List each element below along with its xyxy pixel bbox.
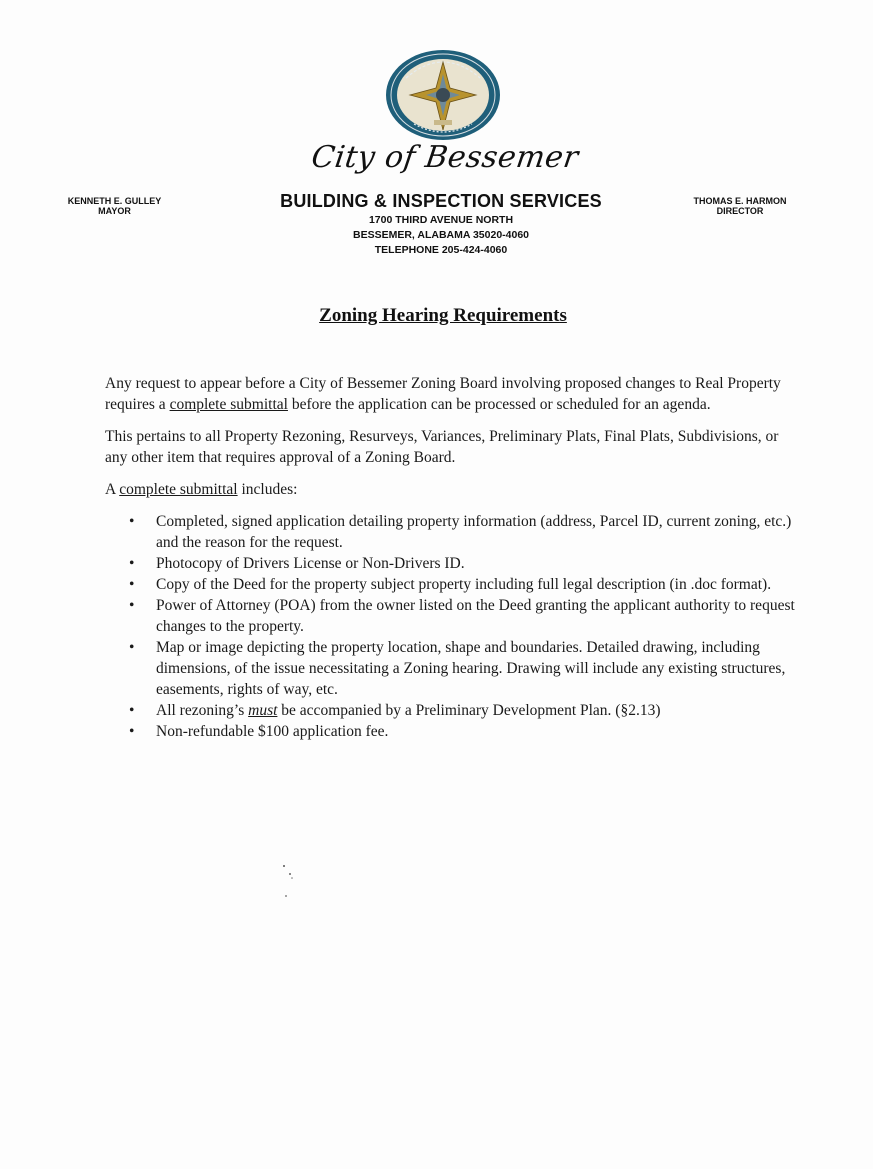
director-title: DIRECTOR [716,206,764,216]
address-line-2: BESSEMER, ALABAMA 35020-4060 [352,229,530,241]
department-name: BUILDING & INSPECTION SERVICES [280,191,602,211]
bullet-icon: • [129,597,135,614]
emphasis-must: must [248,702,278,719]
mayor-title: MAYOR [98,206,131,216]
bullet-icon: • [129,513,135,530]
bullet-icon: • [129,702,135,719]
mayor-block [52,196,177,216]
telephone: TELEPHONE 205-424-4060 [374,244,508,256]
intro-text-end: before the application can be processed or scheduled for an agenda. [287,396,711,413]
list-item-text: Copy of the Deed for the property subject property including full legal description (in .doc format). [156,576,772,593]
complete-submittal-term: complete submittal [169,396,288,413]
list-item-text: Power of Attorney (POA) from the owner listed on the Deed granting the applicant authority to request changes to the property. [156,597,795,635]
includes-paragraph [105,479,795,500]
list-item [105,595,795,637]
scope-paragraph: This pertains to all Property Rezoning, Resurveys, Variances, Preliminary Plats, Final Plats, Subdivisions, or any other item that requires approval of a Zoning Board. [105,428,779,466]
director-block [680,196,800,216]
address-line-1: 1700 THIRD AVENUE NORTH [368,214,514,226]
list-item [105,637,795,700]
list-item-text: Photocopy of Drivers License or Non-Drivers ID. [156,555,465,572]
city-seal-logo [384,48,502,142]
scan-specks-decoration [278,862,298,902]
bullet-icon: • [129,723,135,740]
list-item [105,721,795,742]
list-item-text: All rezoning’s [156,702,249,719]
list-item [105,574,795,595]
city-script-wordmark: City of Bessemer [309,140,581,175]
list-item [105,553,795,574]
document-title: Zoning Hearing Requirements [319,305,567,326]
includes-text-end: includes: [237,481,298,498]
bullet-icon: • [129,555,135,572]
complete-submittal-term-2: complete submittal [119,481,238,498]
list-item-text-end: be accompanied by a Preliminary Development Plan. (§2.13) [277,702,661,719]
list-item-text: Non-refundable $100 application fee. [156,723,389,740]
director-name: THOMAS E. HARMON [693,196,787,206]
list-item [105,511,795,553]
includes-text-start: A [105,481,120,498]
list-item-text: Completed, signed application detailing property information (address, Parcel ID, current zoning, etc.) and the reason for the request. [156,513,792,551]
intro-text-start: Any request to appear before a City of Bessemer Zoning Board involving proposed changes to Real Property requires a [105,375,781,413]
list-item [105,700,795,721]
bullet-icon: • [129,639,135,656]
requirements-list [105,511,795,742]
list-item-text: Map or image depicting the property location, shape and boundaries. Detailed drawing, including dimensions, of the issue necessitating a Zoning hearing. Drawing will include any existing structures, easements, rights of way, etc. [156,639,786,698]
intro-paragraph [105,373,795,415]
address-block [290,213,592,258]
mayor-name: KENNETH E. GULLEY [67,196,162,206]
bullet-icon: • [129,576,135,593]
document-body [105,373,795,742]
